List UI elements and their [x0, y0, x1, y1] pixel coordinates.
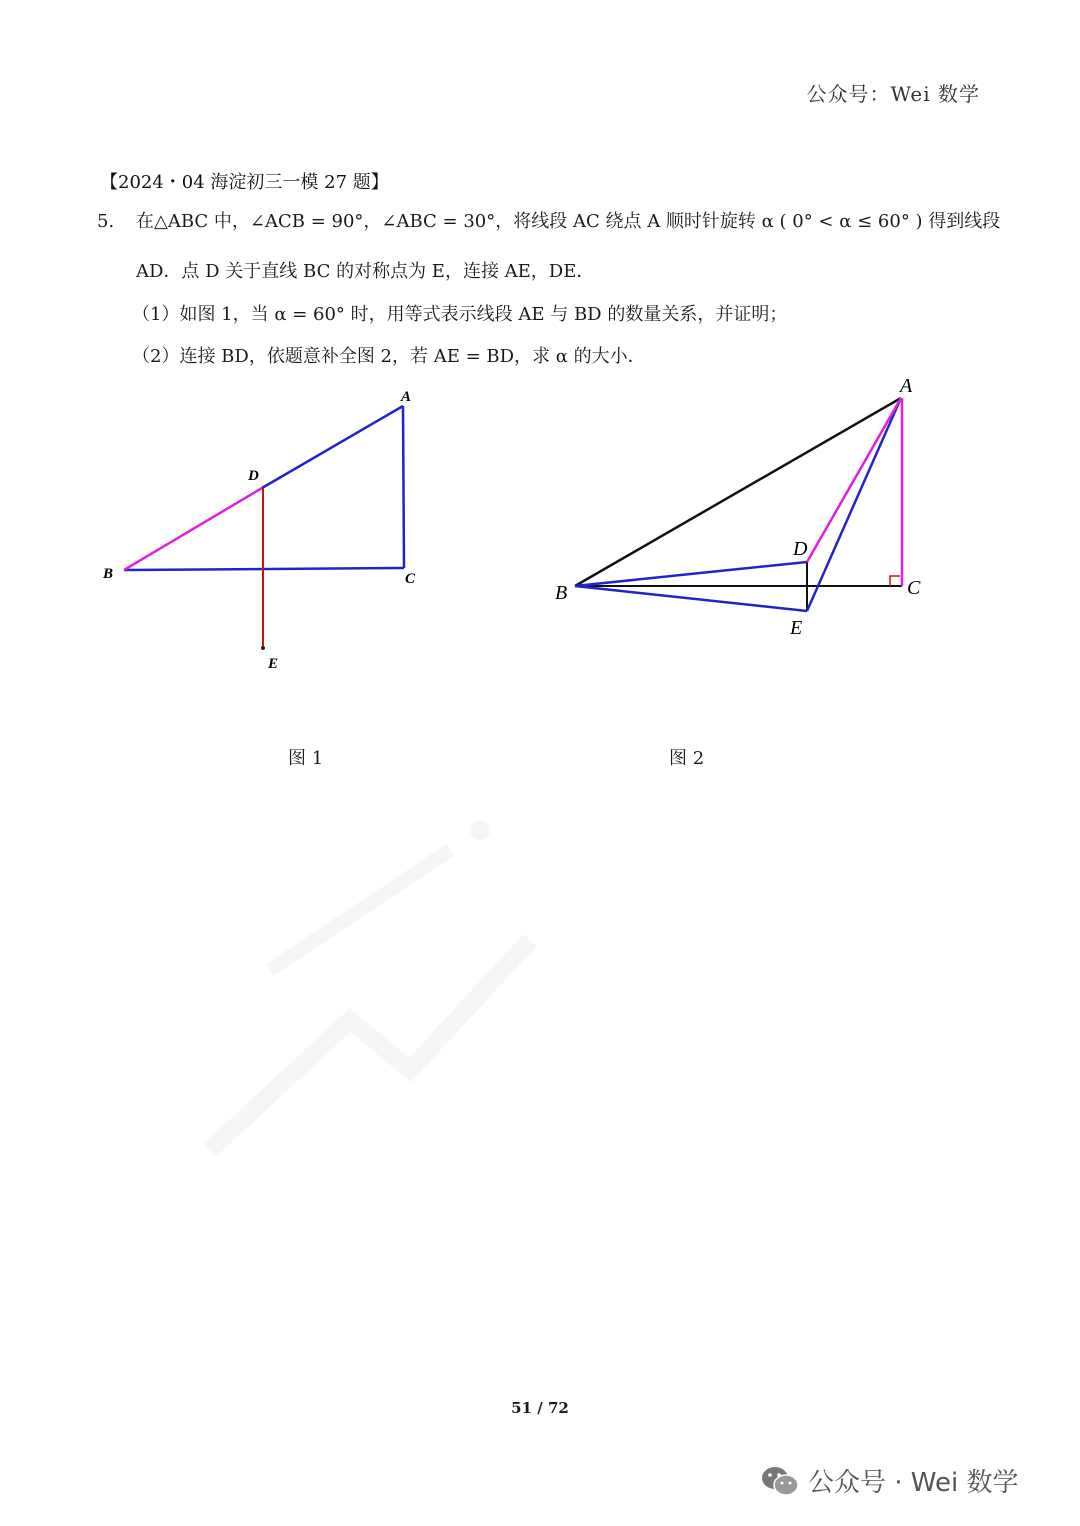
header-brand: 公众号：Wei 数学: [806, 82, 980, 106]
problem-number: 5.: [97, 211, 115, 232]
fig2-label-B: B: [555, 582, 568, 604]
figure-1-caption: 图 1: [288, 748, 324, 769]
fig1-label-A: A: [401, 389, 412, 405]
right-angle-mark: [890, 576, 900, 586]
fig2-segment-AE: [807, 398, 901, 611]
sub-question-2: （2）连接 BD，依题意补全图 2，若 AE = BD，求 α 的大小．: [132, 346, 646, 367]
problem-statement-line2: AD．点 D 关于直线 BC 的对称点为 E，连接 AE，DE．: [136, 261, 595, 282]
fig2-label-C: C: [907, 577, 921, 599]
background-watermark-shape: [150, 790, 570, 1210]
fig1-label-D: D: [248, 468, 259, 484]
wechat-watermark: [760, 1462, 1018, 1499]
watermark-text: 公众号 · Wei 数学: [808, 1468, 1019, 1498]
fig2-segment-AD: [807, 398, 901, 562]
problem-statement-line1: 在△ABC 中，∠ACB = 90°，∠ABC = 30°，将线段 AC 绕点 A 顺时针旋转 α ( 0° < α ≤ 60° ) 得到线段: [136, 211, 1001, 232]
fig2-label-E: E: [790, 617, 803, 639]
fig2-segment-BE: [575, 586, 807, 611]
wechat-icon: [760, 1464, 800, 1498]
page-number: 51 / 72: [511, 1399, 569, 1417]
fig1-label-B: B: [103, 566, 114, 582]
fig2-label-D: D: [793, 538, 808, 560]
fig2-segment-AB: [575, 398, 901, 586]
fig2-label-A: A: [900, 375, 913, 397]
figure-2-caption: 图 2: [669, 748, 705, 769]
problem-source: 【2024・04 海淀初三一模 27 题】: [100, 172, 389, 193]
fig1-label-E: E: [268, 656, 279, 672]
sub-question-1: （1）如图 1，当 α = 60° 时，用等式表示线段 AE 与 BD 的数量关系，并证明；: [132, 304, 788, 325]
fig1-label-C: C: [405, 571, 416, 587]
